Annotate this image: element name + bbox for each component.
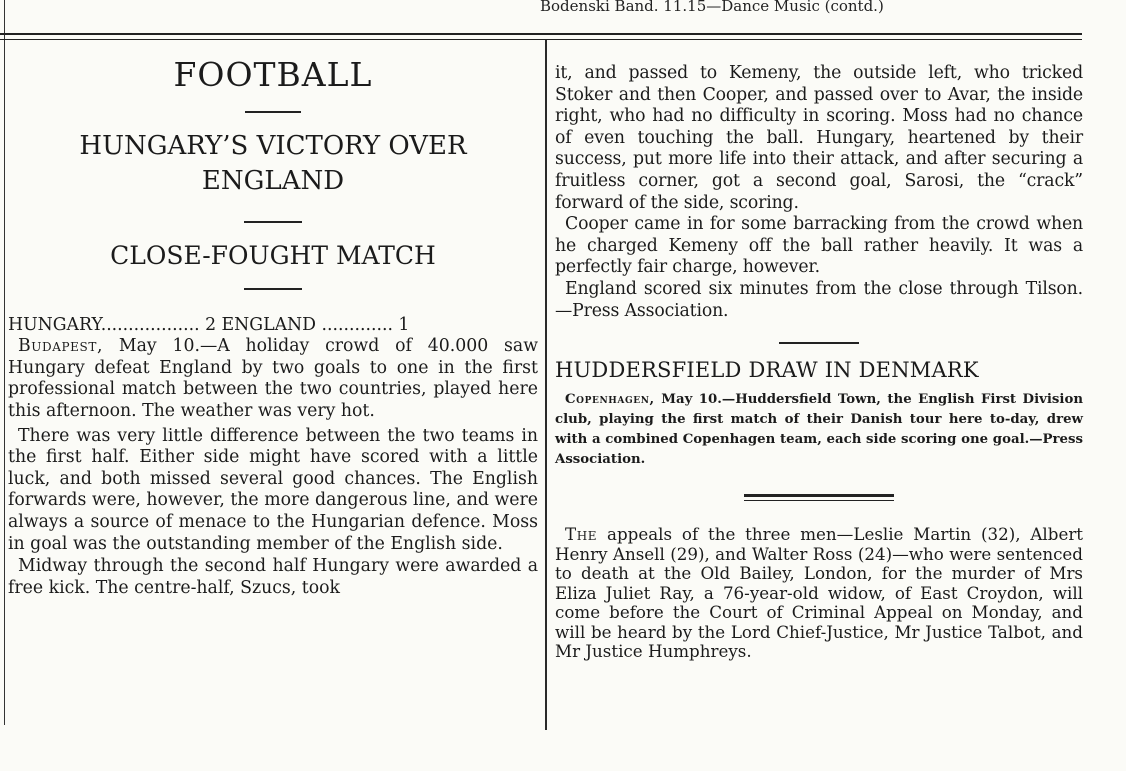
story-dash: [779, 342, 859, 344]
huddersfield-paragraph: [555, 390, 1083, 470]
top-double-rule-upper: [0, 33, 1082, 35]
appeals-paragraph: [555, 525, 1083, 662]
section-title: FOOTBALL: [173, 55, 373, 94]
huddersfield-headline: HUDDERSFIELD DRAW IN DENMARK: [555, 358, 979, 383]
headline-line-1: HUNGARY’S VICTORY OVER: [79, 131, 467, 161]
article-paragraph-2: There was very little difference between the two teams in the first half. Either side might have scored with a little luck, and both missed several good chances. The English forwards were, however, the more dangerous line, and were always a source of menace to the Hungarian defence. Moss in goal was the outstanding member of the English side.: [8, 425, 538, 554]
continued-paragraph: it, and passed to Kemeny, the outside left, who tricked Stoker and then Cooper, and passed over to Avar, the inside right, who had no difficulty in scoring. Moss had no chance of even touching the ball. Hungary, heartened by their success, put more life into their attack, and after securing a fruitless corner, got a second goal, Sarosi, the “crack” forward of the side, scoring.: [555, 63, 1083, 213]
dateline: Budapest,: [18, 336, 104, 357]
headline-line-2: ENGLAND: [201, 165, 345, 196]
huddersfield-text: May 10.—Huddersfield Town, the English First Division club, playing the first match of their Danish tour here to-day, drew with a combined Copenhagen team, each side scoring one goal.—Press Association.: [555, 392, 1083, 468]
appeals-lead: The: [565, 524, 598, 545]
title-dash: [245, 111, 301, 113]
article-paragraph-1: [8, 336, 538, 422]
headline-dash: [244, 221, 302, 223]
dateline-copenhagen: Copenhagen,: [565, 392, 655, 408]
left-column: [8, 40, 538, 599]
paragraph-1-text: May 10.—A holiday crowd of 40.000 saw Hungary defeat England by two goals to one in the first professional match between the two countries, played here this afternoon. The weather was very hot.: [8, 336, 538, 421]
headline: [8, 129, 538, 198]
score-line: HUNGARY.................. 2 ENGLAND ............. 1: [8, 315, 410, 336]
tilson-paragraph: England scored six minutes from the close through Tilson.—Press Association.: [555, 278, 1083, 321]
column-divider: [545, 40, 547, 730]
subheadline: CLOSE-FOUGHT MATCH: [110, 241, 436, 271]
top-strip-text: Bodenski Band. 11.15—Dance Music (contd.): [540, 0, 884, 15]
heavy-rule-lower: [744, 500, 894, 501]
article-paragraph-3: Midway through the second half Hungary were awarded a free kick. The centre-half, Szucs, took: [8, 556, 538, 598]
subheadline-dash: [244, 288, 302, 290]
heavy-rule-upper: [744, 494, 894, 497]
cooper-paragraph: Cooper came in for some barracking from the crowd when he charged Kemeny off the ball rather heavily. It was a perfectly fair charge, however.: [555, 214, 1083, 278]
right-column: [555, 40, 1083, 662]
appeals-text: appeals of the three men—Leslie Martin (32), Albert Henry Ansell (29), and Walter Ross (24)—who were sentenced to death at the Old Bailey, London, for the murder of Mrs Eliza Juliet Ray, a 76-year-old widow, of East Croydon, will come before the Court of Criminal Appeal on Monday, and will be heard by the Lord Chief-Justice, Mr Justice Talbot, and Mr Justice Humphreys.: [555, 524, 1083, 662]
page-edge-rule: [4, 0, 5, 725]
